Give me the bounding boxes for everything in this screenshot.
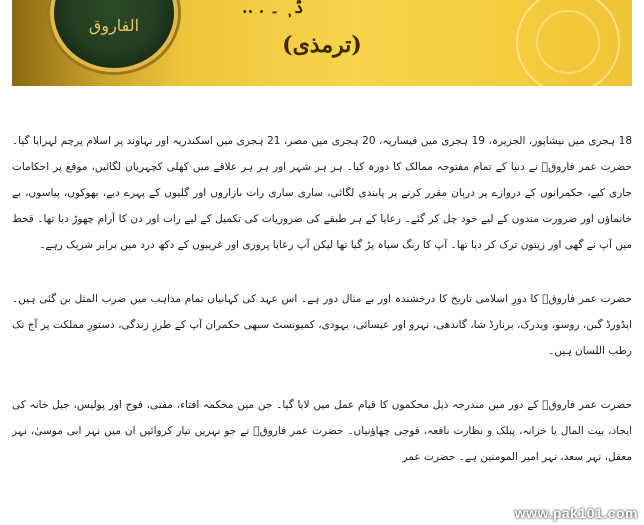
- article-body: [12, 128, 632, 470]
- header-banner: [12, 0, 632, 86]
- ornament-icon: [516, 0, 620, 86]
- watermark: www.pak101.com: [514, 505, 638, 521]
- paragraph: حضرت عمر فاروقؓ کا دورِ اسلامی تاریخ کا درخشندہ اور بے مثال دور ہے۔ اس عہد کی کہانیاں تمام مذاہب میں ضرب المثل بن گئی ہیں۔ ایڈورڈ گبن، روسو، ویدرک، برنارڈ شا، گاندھی، نہرو اور عیسائی، یہودی، کمیونسٹ سبھی حکمران آپ کے طرزِ زندگی، دستورِ مملکت پر آج تک رطب اللسان ہیں۔: [12, 293, 632, 357]
- paragraph: 18 ہجری میں نیشاپور، الجزیرہ، 19 ہجری میں قیساریہ، 20 ہجری میں مصر، 21 ہجری میں اسکندریہ اور نہاوند پر اسلام پرچم لہرایا گیا۔ حضرت عمر فاروقؓ نے دنیا کے تمام مفتوحہ ممالک کا دورہ کیا۔ ہر ہر شہر اور ہر ہر علاقے میں کھلی کچہریاں لگائیں، موقع پر احکامات جاری کیے، حکمرانوں کے دروازے پر دربان مقرر کرنے پر پابندی لگائی، ساری ساری رات بازاروں اور گلیوں کے پہرے دیے، بھوکوں، پیاسوں، بے خانماؤں اور ضرورت مندوں کے لیے خود چل کر گئے۔ رعایا کے ہر طبقے کی ضروریات کی تکمیل کے لیے رات اور دن کا آرام چھوڑ دیا تھا۔ قحط میں آپ نے گھی اور زیتون ترک کر دیا تھا۔ آپ کا رنگ سیاہ پڑ گیا تھا لیکن آپ رعایا پروری اور غریبوں کے دکھ درد میں برابر شریک رہے۔: [12, 135, 633, 251]
- banner-subtitle: (ترمذی): [282, 32, 362, 58]
- banner-title-fragment: ڈ ٖ ۔ . ..: [242, 0, 304, 17]
- emblem-text: الفاروق: [88, 16, 140, 35]
- paragraph: حضرت عمر فاروقؓ کے دور میں مندرجہ ذیل محکموں کا قیام عمل میں لایا گیا۔ جن میں محکمہ افتاء، مفتی، فوج اور پولیس، جیل خانہ کی ایجاد، بیت المال یا خزانہ، پبلک و نظارت نافعہ، فوجی چھاؤنیاں۔ حضرت عمر فاروقؓ نے جو نہریں تیار کروائیں ان میں نہر ابی موسیٰ، نہر معقل، نہر سعد، نہر امیر المومنین ہے۔ حضرت عمر: [12, 399, 632, 463]
